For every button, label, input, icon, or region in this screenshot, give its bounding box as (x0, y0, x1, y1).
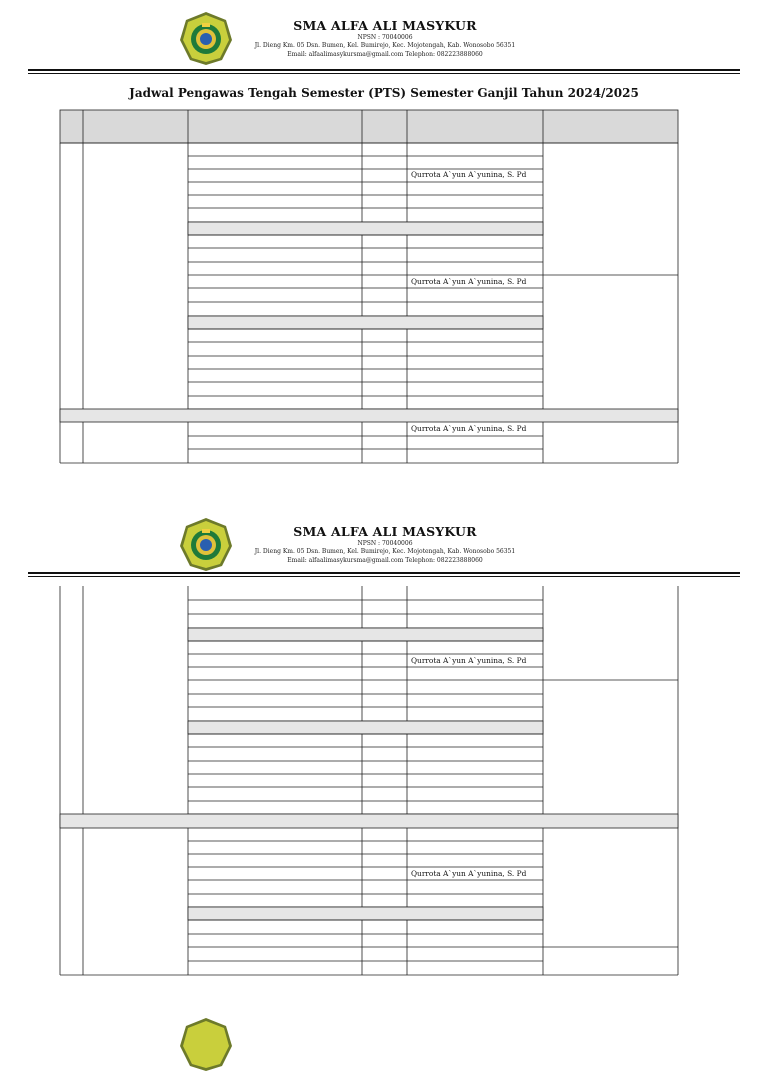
supervisor-name: Qurrota A`yun A`yunina, S. Pd (411, 170, 527, 179)
session-separator (188, 316, 543, 329)
supervisor-name: Qurrota A`yun A`yunina, S. Pd (411, 424, 527, 433)
school-logo-icon (178, 1016, 234, 1072)
session-separator (188, 222, 543, 235)
supervisor-name: Qurrota A`yun A`yunina, S. Pd (411, 869, 527, 878)
table-header-row (60, 110, 678, 143)
school-name: SMA ALFA ALI MASYKUR (293, 524, 477, 539)
school-npsn: NPSN : 70040006 (357, 540, 413, 547)
session-separator (188, 721, 543, 734)
supervisor-name: Qurrota A`yun A`yunina, S. Pd (411, 656, 527, 665)
school-contact: Email: alfaalimasykursma@gmail.com Telephon: 082223888060 (287, 557, 483, 564)
school-address: Jl. Dieng Km. 05 Dsn. Bumen, Kel. Bumirejo, Kec. Mojotengah, Kab. Wonosobo 56351 (254, 548, 516, 555)
supervisor-name: Qurrota A`yun A`yunina, S. Pd (411, 277, 527, 286)
day-separator (60, 409, 678, 422)
school-contact: Email: alfaalimasykursma@gmail.com Telephon: 082223888060 (287, 51, 483, 58)
session-separator (188, 628, 543, 641)
session-separator (188, 907, 543, 920)
school-name: SMA ALFA ALI MASYKUR (293, 18, 477, 33)
day-separator (60, 814, 678, 828)
document-title: Jadwal Pengawas Tengah Semester (PTS) Semester Ganjil Tahun 2024/2025 (129, 86, 639, 100)
school-npsn: NPSN : 70040006 (357, 34, 413, 41)
school-address: Jl. Dieng Km. 05 Dsn. Bumen, Kel. Bumirejo, Kec. Mojotengah, Kab. Wonosobo 56351 (254, 42, 516, 49)
